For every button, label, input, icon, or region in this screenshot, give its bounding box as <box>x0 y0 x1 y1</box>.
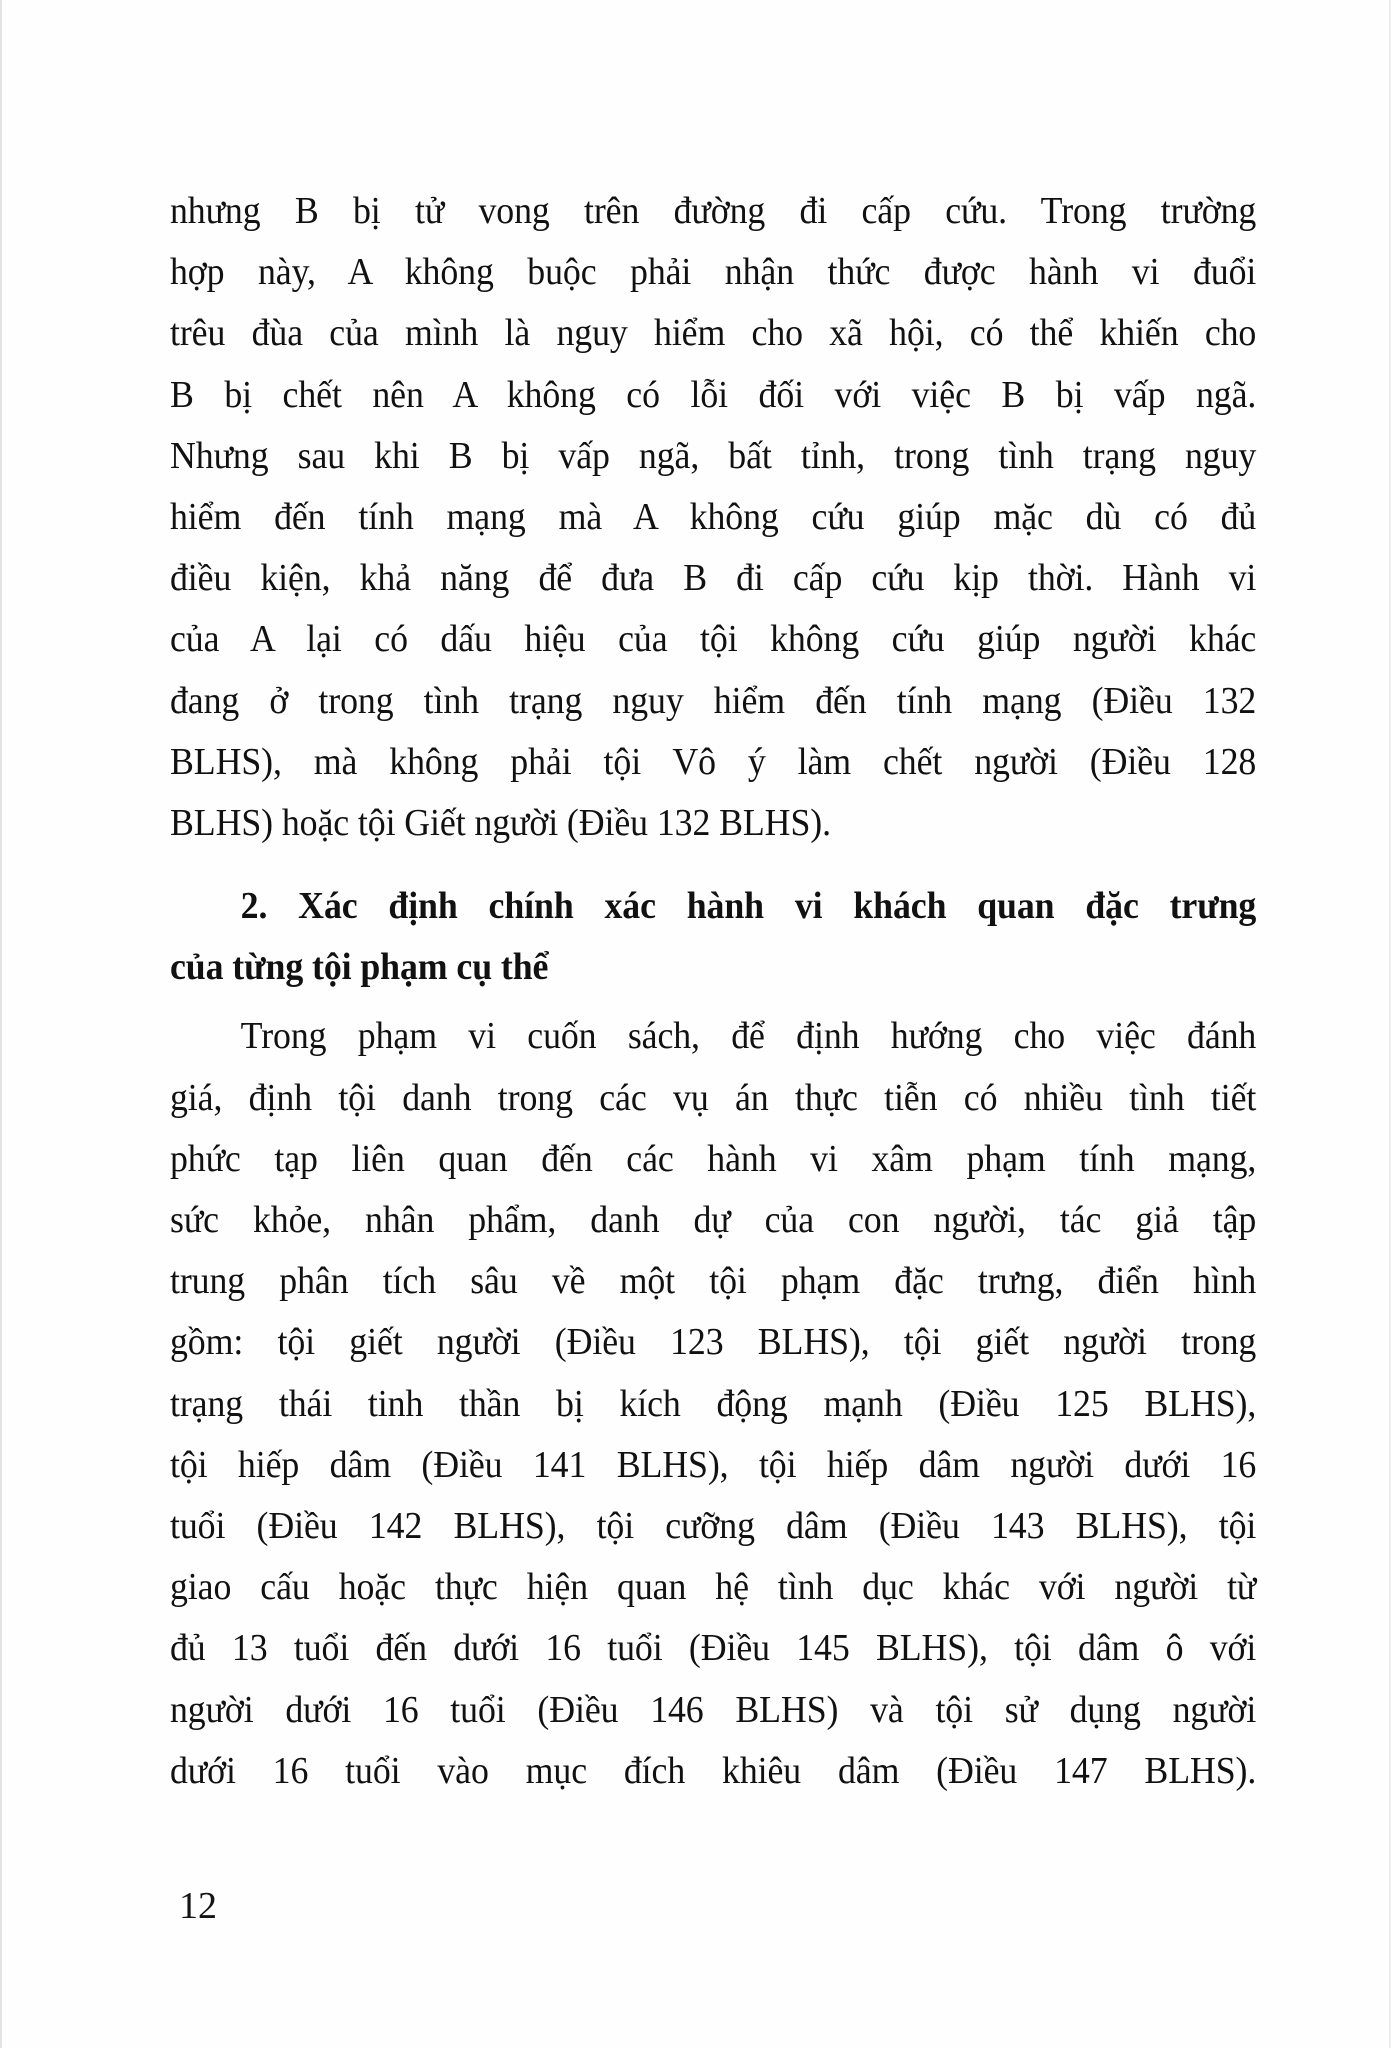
paragraph-line: BLHS) hoặc tội Giết người (Điều 132 BLHS). <box>170 801 831 844</box>
section-heading <box>170 876 1257 998</box>
paragraph-line: của A lại có dấu hiệu của tội không cứu giúp người khác <box>170 618 1257 661</box>
paragraph-line: người dưới 16 tuổi (Điều 146 BLHS) và tội sử dụng người <box>170 1688 1257 1731</box>
paragraph-line: B bị chết nên A không có lỗi đối với việc B bị vấp ngã. <box>170 373 1257 416</box>
paragraph-line: giao cấu hoặc thực hiện quan hệ tình dục khác với người từ <box>170 1566 1257 1609</box>
section-heading-line: 2. Xác định chính xác hành vi khách quan đặc trưng <box>240 885 1257 928</box>
paragraph-line: gồm: tội giết người (Điều 123 BLHS), tội giết người trong <box>170 1321 1257 1364</box>
paragraph-line: hiểm đến tính mạng mà A không cứu giúp mặc dù có đủ <box>170 495 1257 538</box>
paragraph-line: nhưng B bị tử vong trên đường đi cấp cứu. Trong trường <box>170 190 1257 232</box>
paragraph-line: trung phân tích sâu về một tội phạm đặc trưng, điển hình <box>170 1260 1257 1303</box>
paragraph-line: trêu đùa của mình là nguy hiểm cho xã hội, có thể khiến cho <box>170 312 1257 355</box>
paragraph-line: Trong phạm vi cuốn sách, để định hướng cho việc đánh <box>240 1015 1257 1058</box>
paragraph-line: BLHS), mà không phải tội Vô ý làm chết người (Điều 128 <box>170 740 1257 783</box>
paragraph-1 <box>170 181 1257 854</box>
paragraph-line: giá, định tội danh trong các vụ án thực tiễn có nhiều tình tiết <box>170 1076 1257 1119</box>
paragraph-line: hợp này, A không buộc phải nhận thức được hành vi đuổi <box>170 251 1257 294</box>
spacer <box>170 998 1257 1006</box>
page-body <box>170 181 1257 1802</box>
paragraph-line: tội hiếp dâm (Điều 141 BLHS), tội hiếp dâm người dưới 16 <box>170 1443 1257 1486</box>
page-number: 12 <box>179 1885 217 1927</box>
paragraph-line: Nhưng sau khi B bị vấp ngã, bất tỉnh, trong tình trạng nguy <box>170 434 1257 477</box>
spacer <box>170 854 1257 876</box>
paragraph-line: dưới 16 tuổi vào mục đích khiêu dâm (Điều 147 BLHS). <box>170 1749 1257 1792</box>
page-edge-left <box>0 0 2 2048</box>
paragraph-line: sức khỏe, nhân phẩm, danh dự của con người, tác giả tập <box>170 1199 1257 1241</box>
paragraph-line: phức tạp liên quan đến các hành vi xâm phạm tính mạng, <box>170 1137 1257 1180</box>
paragraph-line: trạng thái tinh thần bị kích động mạnh (Điều 125 BLHS), <box>170 1382 1257 1425</box>
paragraph-line: đủ 13 tuổi đến dưới 16 tuổi (Điều 145 BLHS), tội dâm ô với <box>170 1627 1257 1670</box>
paragraph-line: đang ở trong tình trạng nguy hiểm đến tính mạng (Điều 132 <box>170 679 1257 722</box>
paragraph-line: điều kiện, khả năng để đưa B đi cấp cứu kịp thời. Hành vi <box>170 557 1257 600</box>
paragraph-2 <box>170 1006 1257 1801</box>
paragraph-line: tuổi (Điều 142 BLHS), tội cưỡng dâm (Điều 143 BLHS), tội <box>170 1504 1257 1547</box>
section-heading-line: của từng tội phạm cụ thể <box>170 946 549 989</box>
